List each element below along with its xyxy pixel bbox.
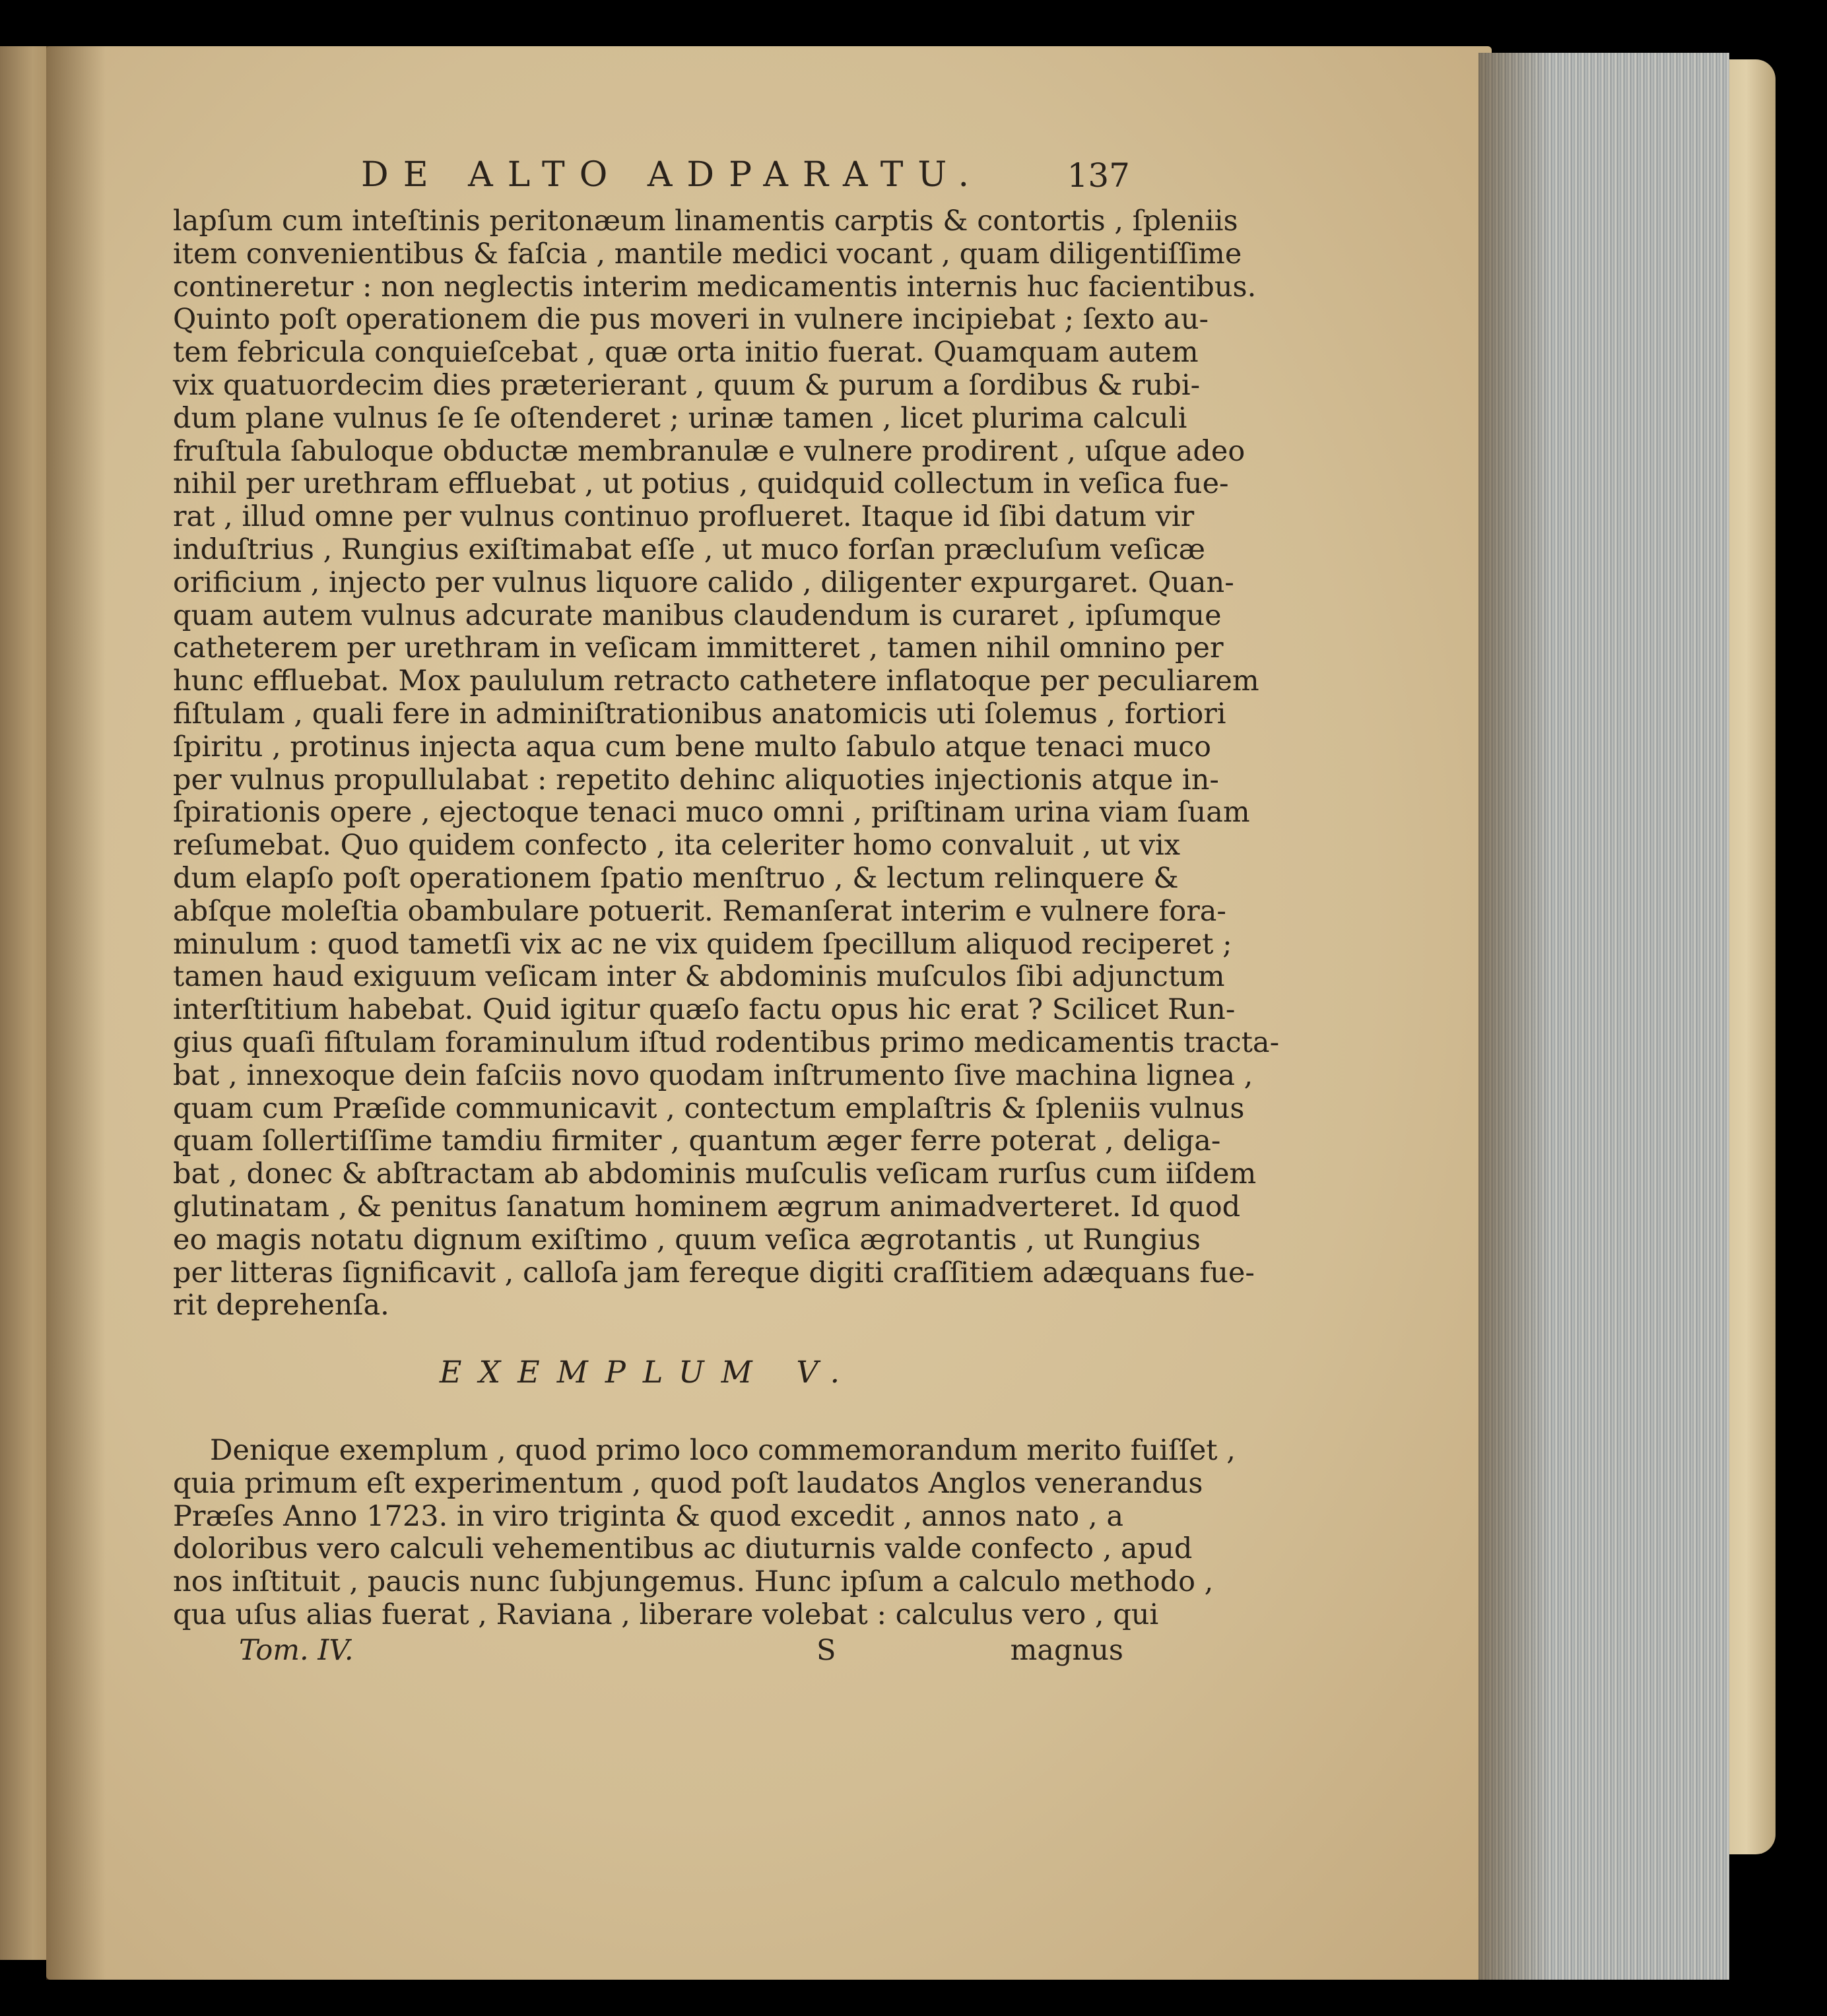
text-line: rat , illud omne per vulnus continuo proflueret. Itaque id ſibi datum vir	[173, 500, 1195, 534]
paragraph-1	[173, 205, 1280, 1322]
running-head	[173, 142, 1130, 205]
text-line: reſumebat. Quo quidem confecto , ita celeriter homo convaluit , ut vix	[173, 829, 1181, 862]
text-line: Denique exemplum , quod primo loco commemorandum merito fuiſſet ,	[210, 1434, 1236, 1468]
text-line: glutinatam , & penitus ſanatum hominem ægrum animadverteret. Id quod	[173, 1190, 1241, 1223]
text-line: nos inſtituit , paucis nunc ſubjungemus. Hunc ipſum a calculo methodo ,	[173, 1565, 1214, 1599]
text-line: bat , innexoque dein faſciis novo quodam inſtrumento ſive machina lignea ,	[173, 1058, 1253, 1092]
page-number: 137	[1067, 156, 1130, 195]
footer-tome: Tom. IV.	[239, 1633, 354, 1667]
text-line: quia primum eſt experimentum , quod poſt laudatos Anglos venerandus	[173, 1466, 1203, 1500]
text-line: induſtrius , Rungius exiſtimabat eſſe , ut muco forſan præcluſum veſicæ	[173, 533, 1206, 566]
text-line: item convenientibus & faſcia , mantile medici vocant , quam diligentiſſime	[173, 237, 1242, 271]
text-line: nihil per urethram effluebat , ut potius , quidquid collectum in veſica fue-	[173, 467, 1229, 501]
paragraph-2	[173, 1434, 1236, 1632]
text-line: ſpirationis opere , ejectoque tenaci muco omni , priſtinam urina viam ſuam	[173, 796, 1250, 829]
text-line: per litteras ſignificavit , calloſa jam fereque digiti craſſitiem adæquans fue-	[173, 1256, 1255, 1289]
text-line: rit deprehenſa.	[173, 1289, 389, 1322]
text-line: fiſtulam , quali fere in adminiſtrationibus anatomicis uti ſolemus , fortiori	[173, 697, 1226, 731]
text-line: per vulnus propullulabat : repetito dehinc aliquoties injectionis atque in-	[173, 763, 1219, 797]
text-line: quam ſollertiſſime tamdiu firmiter , quantum æger ferre poterat , deliga-	[173, 1124, 1221, 1158]
section-heading: EXEMPLUM V.	[439, 1354, 857, 1390]
text-line: catheterem per urethram in veſicam immitteret , tamen nihil omnino per	[173, 632, 1224, 665]
footer-signature-mark: S	[816, 1633, 836, 1667]
text-line: Præſes Anno 1723. in viro triginta & quod excedit , annos nato , a	[173, 1499, 1123, 1533]
text-line: lapſum cum inteſtinis peritonæum linamentis carptis & contortis , ſpleniis	[173, 205, 1238, 238]
book-gutter-shadow	[46, 46, 106, 1980]
text-line: quam autem vulnus adcurate manibus claudendum is curaret , ipſumque	[173, 599, 1222, 632]
text-line: gius quaſi fiſtulam foraminulum iſtud rodentibus primo medicamentis tracta-	[173, 1025, 1280, 1059]
page-footer	[173, 1633, 1123, 1668]
text-line: ſpiritu , protinus injecta aqua cum bene multo ſabulo atque tenaci muco	[173, 730, 1212, 764]
page-text-block	[173, 142, 1280, 1668]
text-line: Quinto poſt operationem die pus moveri in vulnere incipiebat ; ſexto au-	[173, 303, 1209, 337]
text-line: contineretur : non neglectis interim medicamentis internis huc facientibus.	[173, 270, 1257, 304]
text-line: minulum : quod tametſi vix ac ne vix quidem ſpecillum aliquod reciperet ;	[173, 927, 1232, 961]
text-line: bat , donec & abſtractam ab abdominis muſculis veſicam rurſus cum iiſdem	[173, 1157, 1257, 1191]
text-line: abſque moleſtia obambulare potuerit. Remanſerat interim e vulnere fora-	[173, 894, 1226, 928]
text-line: quam cum Præſide communicavit , contectum emplaſtris & ſpleniis vulnus	[173, 1091, 1245, 1125]
text-line: tamen haud exiguum veſicam inter & abdominis muſculos ſibi adjunctum	[173, 960, 1225, 994]
page-stack-shadow	[1478, 53, 1551, 1980]
footer-catchword: magnus	[1010, 1633, 1123, 1667]
text-line: tem febricula conquieſcebat , quæ orta initio fuerat. Quamquam autem	[173, 336, 1199, 370]
text-line: interſtitium habebat. Quid igitur quæſo factu opus hic erat ? Scilicet Run-	[173, 993, 1236, 1027]
text-line: qua uſus alias fuerat , Raviana , liberare volebat : calculus vero , qui	[173, 1598, 1159, 1632]
running-title: DE ALTO ADPARATU.	[361, 155, 984, 195]
text-line: hunc effluebat. Mox paululum retracto cathetere inflatoque per peculiarem	[173, 665, 1259, 698]
text-line: dum plane vulnus ſe ſe oſtenderet ; urinæ tamen , licet plurima calculi	[173, 401, 1187, 435]
text-line: fruſtula ſabuloque obductæ membranulæ e vulnere prodirent , uſque adeo	[173, 434, 1246, 468]
text-line: eo magis notatu dignum exiſtimo , quum veſica ægrotantis , ut Rungius	[173, 1223, 1201, 1256]
text-line: orificium , injecto per vulnus liquore calido , diligenter expurgaret. Quan-	[173, 566, 1234, 599]
text-line: dum elapſo poſt operationem ſpatio menſtruo , & lectum relinquere &	[173, 861, 1179, 895]
text-line: doloribus vero calculi vehementibus ac diuturnis valde confecto , apud	[173, 1532, 1193, 1566]
text-line: vix quatuordecim dies præterierant , quum & purum a ſordibus & rubi-	[173, 368, 1201, 402]
